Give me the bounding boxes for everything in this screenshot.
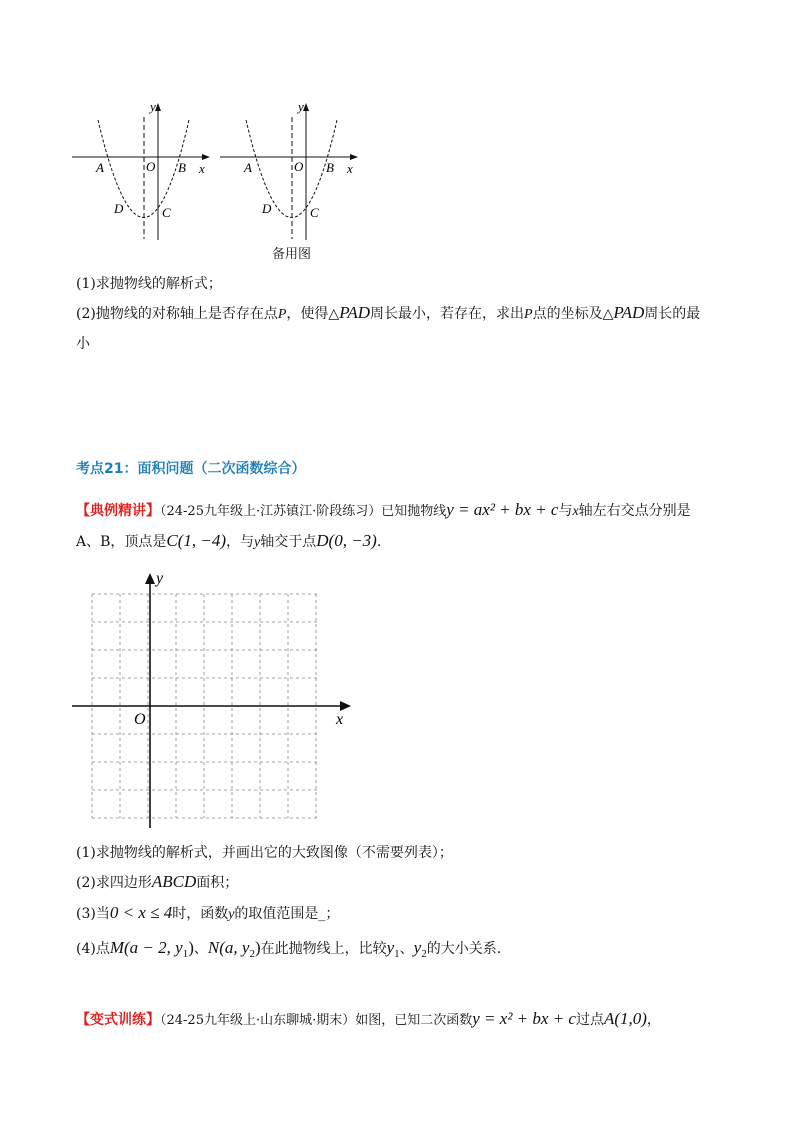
text-span: . [376,534,382,550]
figure-caption: 备用图 [272,247,312,262]
problem1-question-2-cont: 小 [76,336,90,352]
grid-origin-label: O [134,711,146,728]
triangle-pad: PAD [613,303,645,322]
text-span: 点的坐标及 [532,306,603,322]
y-axis-label: y [298,99,304,114]
text-span: ， [646,1012,661,1028]
var-y2: y [413,938,422,957]
text-span: 周长的最 [644,306,701,322]
point-d-label: D [114,201,124,216]
text-span: (4)点 [76,941,110,957]
vertex-c: C(1, −4) [166,531,227,550]
text-span: 、 [193,941,208,957]
point-c-label: C [310,205,319,220]
text-span: 轴交于点 [260,534,317,550]
text-span: ，与 [226,534,255,550]
text-span: 与 [558,503,573,519]
point-n: N [207,938,220,957]
text-span: 的大小关系. [426,941,502,957]
x-axis-label: x [347,161,353,176]
text-span: 周长最小，若存在，求出 [370,306,525,322]
text-span: 面积； [196,875,239,891]
example-source: （24-25九年级上·江苏镇江·阶段练习）已知抛物线 [160,504,447,519]
coordinate-grid [68,566,358,830]
parabola-figure-left [68,95,218,243]
point-a: A(1,0) [603,1009,647,1028]
text-span: (3)当 [76,906,110,922]
point-m-coords: (a − 2, y [124,938,183,957]
text-span: A、B，顶点是 [76,534,167,550]
triangle-symbol: △ [602,306,614,322]
quad-abcd: ABCD [151,872,197,891]
point-a-label: A [244,160,252,175]
point-d: D(0, −3) [316,531,377,550]
variant-equation: y = x² + bx + c [472,1009,576,1028]
y-axis-label: y [150,99,156,114]
point-n-coords: (a, y [219,938,250,957]
point-c-label: C [162,205,171,220]
var-y: y [228,907,235,922]
variant-line [76,1009,661,1031]
point-b-label: B [326,160,334,175]
problem1-question-2 [76,303,700,325]
text-span: (2)求四边形 [76,875,152,891]
point-a-label: A [96,160,104,175]
question-2 [76,872,238,893]
point-p: P [524,307,533,322]
text-span: 的取值范围是_； [234,906,340,922]
origin-label: O [146,159,156,174]
origin-label: O [294,159,304,174]
text-span: 在此抛物线上，比较 [260,941,387,957]
x-axis-label: x [199,161,205,176]
x-range: 0 < x ≤ 4 [109,903,173,922]
text-span: 轴左右交点分别是 [578,503,691,519]
point-d-label: D [262,201,272,216]
question-1: (1)求抛物线的解析式，并画出它的大致图像（不需要列表）； [76,845,453,861]
text-span: 时，函数 [172,906,229,922]
grid-x-label: x [336,711,344,728]
variant-tag: 【变式训练】 [76,1012,160,1028]
text-span: ，使得 [286,306,329,322]
var-x: x [572,504,579,519]
var-y1: y [386,938,395,957]
var-y: y [254,535,261,550]
grid-y-label: y [156,570,164,587]
example-tag: 【典例精讲】 [76,503,160,519]
point-m: M [109,938,125,957]
text-span: 、 [399,941,414,957]
question-4: (4)点M(a − 2, $y_1$)、N(a, $y_2$)在此抛物线上，比较$y_1$、$y_2$的大小关系. [76,938,502,960]
point-b-label: B [178,160,186,175]
text-span: (2)抛物线的对称轴上是否存在点 [76,306,278,322]
example-equation: y = ax² + bx + c [446,500,559,519]
triangle-symbol: △ [328,306,340,322]
text-span: 过点 [575,1012,604,1028]
problem1-question-1: (1)求抛物线的解析式； [76,276,222,292]
triangle-pad: PAD [339,303,371,322]
section-heading: 考点21：面积问题（二次函数综合） [76,461,306,477]
example-line-1 [76,500,691,522]
parabola-figure-right [216,95,366,243]
question-3 [76,903,339,925]
point-p: P [277,307,287,322]
variant-source: （24-25九年级上·山东聊城·期末）如图，已知二次函数 [160,1013,473,1028]
example-line-2 [76,531,381,553]
